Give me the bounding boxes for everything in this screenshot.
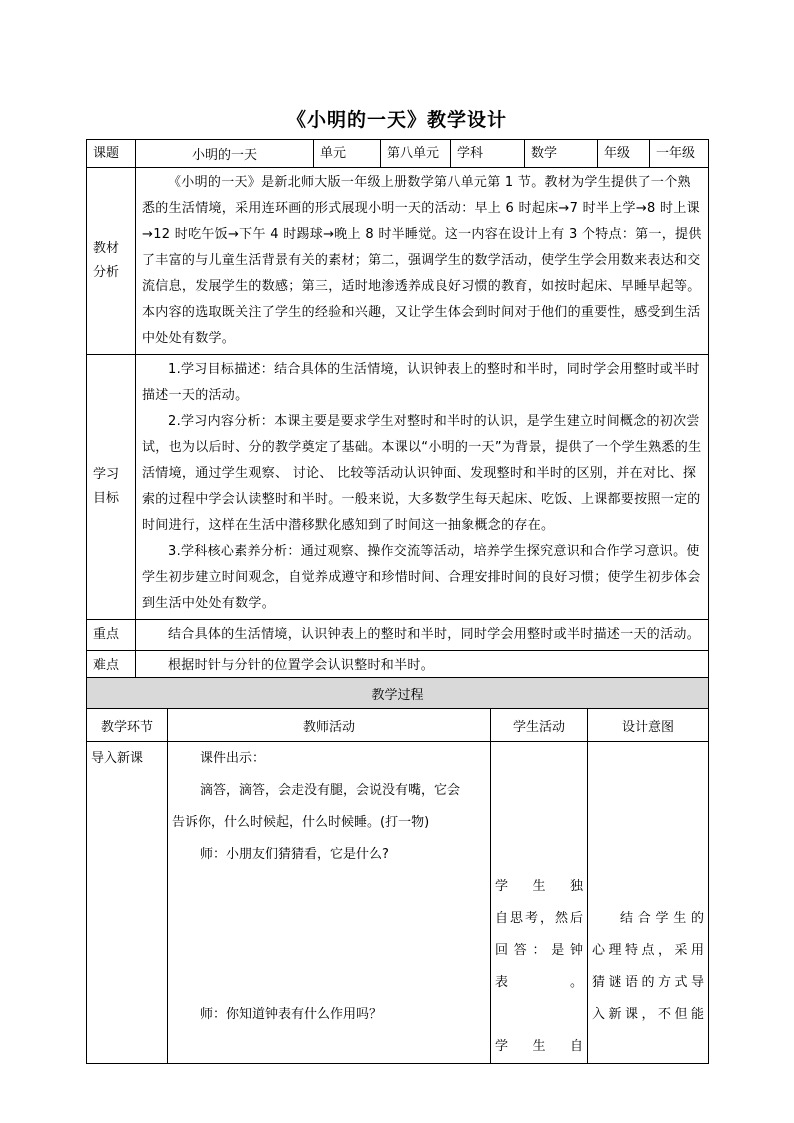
- subject-label: 学科: [451, 140, 525, 168]
- learning-goals-label-line2: 目标: [93, 491, 120, 506]
- textbook-analysis-label: [87, 168, 136, 355]
- intent-line-2: 心理特点，采用: [592, 943, 705, 958]
- goals-paragraph-2: 2.学习内容分析：本课主要是要求学生对整时和半时的认识，是学生建立时间概念的初次尝试，也为以后时、分的教学奠定了基础。本课以“小明的一天”为背景，提供了一个学生熟悉的生活情境，通过学生观察、 讨论、 比较等活动认识钟面、发现整时和半时的区别，并在对比、探索的过程中学会认读整时和半时。一般来说，大多数学生每天起床、吃饭、上课都要按照一定的时间进行，这样在生活中潜移默化感知到了时间这一抽象概念的存在。: [142, 414, 702, 533]
- textbook-analysis-paragraph: 《小明的一天》是新北师大版一年级上册数学第八单元第 1 节。教材为学生提供了一个熟悉的生活情境，采用连环画的形式展现小明一天的活动：早上 6 时起床→7 时半上学→8 时上课→12 时吃午饭→下午 4 时踢球→晚上 8 时半睡觉。这一内容在设计上有 3 个特点：第一，提供了丰富的与儿童生活背景有关的素材；第二，强调学生的数学活动，使学生学会用数来表达和交流信息，发展学生的数感；第三，适时地渗透养成良好习惯的教育，如按时起床、早睡早起等。本内容的选取既关注了学生的经验和兴趣，又让学生体会到时间对于他们的重要性，感受到生活中处处有数学。: [142, 175, 702, 346]
- goals-paragraph-3: 3.学科核心素养分析：通过观察、操作交流等活动，培养学生探究意识和合作学习意识。使学生初步建立时间观念，自觉养成遵守和珍惜时间、合理安排时间的良好习惯；使学生初步体会到生活中处处有数学。: [142, 544, 701, 611]
- key-point-row: [87, 620, 709, 651]
- student-line-4: 学 生 自: [495, 1039, 583, 1054]
- learning-goals-text: [136, 355, 709, 620]
- intent-line-4: 入新课，不但能: [592, 1007, 705, 1022]
- process-band-row: [87, 678, 709, 709]
- textbook-analysis-row: [87, 168, 709, 355]
- teacher-line-5: 师：你知道钟表有什么作用吗？: [200, 1007, 383, 1022]
- student-line-2: 自思考，然后: [495, 911, 583, 926]
- grade-label: 年级: [598, 140, 650, 168]
- textbook-analysis-text: [136, 168, 709, 355]
- info-table: [86, 139, 709, 682]
- header-intent: 设计意图: [588, 709, 709, 742]
- student-line-3: 回答：是钟表。: [495, 943, 583, 990]
- student-line-1: 学 生 独: [495, 879, 583, 894]
- unit-value: 第八单元: [381, 140, 451, 168]
- difficulty-paragraph: 根据时针与分针的位置学会认识整时和半时。: [168, 658, 435, 673]
- unit-label: 单元: [314, 140, 381, 168]
- topic-label: 课题: [87, 140, 136, 168]
- learning-goals-label-line1: 学习: [93, 467, 120, 482]
- stage-cell: [87, 742, 168, 1064]
- header-stage: 教学环节: [87, 709, 168, 742]
- teacher-activity-cell: [168, 742, 491, 1064]
- stage-label: 导入新课: [91, 751, 144, 766]
- process-row-intro: [87, 742, 709, 1064]
- process-header-row: [87, 709, 709, 742]
- textbook-analysis-label-line2: 分析: [93, 265, 120, 280]
- key-point-paragraph: 结合具体的生活情境，认识钟表上的整时和半时，同时学会用整时或半时描述一天的活动。: [168, 627, 701, 642]
- process-band: 教学过程: [87, 678, 709, 709]
- learning-goals-label: [87, 355, 136, 620]
- learning-goals-row: [87, 355, 709, 620]
- header-student: 学生活动: [491, 709, 588, 742]
- key-point-label: 重点: [87, 620, 136, 651]
- subject-value: 数学: [525, 140, 598, 168]
- goals-paragraph-1: 1.学习目标描述：结合具体的生活情境，认识钟表上的整时和半时，同时学会用整时或半时描述一天的活动。: [142, 362, 700, 403]
- grade-value: 一年级: [650, 140, 709, 168]
- teacher-line-2: 滴答，滴答，会走没有腿，会说没有嘴，它会: [200, 783, 461, 798]
- design-intent-cell: [588, 742, 709, 1064]
- teacher-line-4: 师：小朋友们猜猜看，它是什么?: [200, 847, 389, 862]
- teacher-line-1: 课件出示：: [200, 751, 266, 766]
- key-point-text: [136, 620, 709, 651]
- student-activity-cell: [491, 742, 588, 1064]
- intent-line-3: 猜谜语的方式导: [592, 975, 705, 990]
- teacher-line-3: 告诉你，什么时候起，什么时候睡。(打一物): [172, 815, 430, 830]
- header-teacher: 教师活动: [168, 709, 491, 742]
- difficulty-label: 难点: [87, 651, 136, 682]
- header-row: [87, 140, 709, 168]
- page-title: 《小明的一天》教学设计: [286, 109, 507, 131]
- intent-line-1: 结合学生的: [620, 911, 705, 926]
- textbook-analysis-label-line1: 教材: [93, 241, 120, 256]
- process-table: [86, 677, 709, 1064]
- topic-value: 小明的一天: [136, 140, 314, 168]
